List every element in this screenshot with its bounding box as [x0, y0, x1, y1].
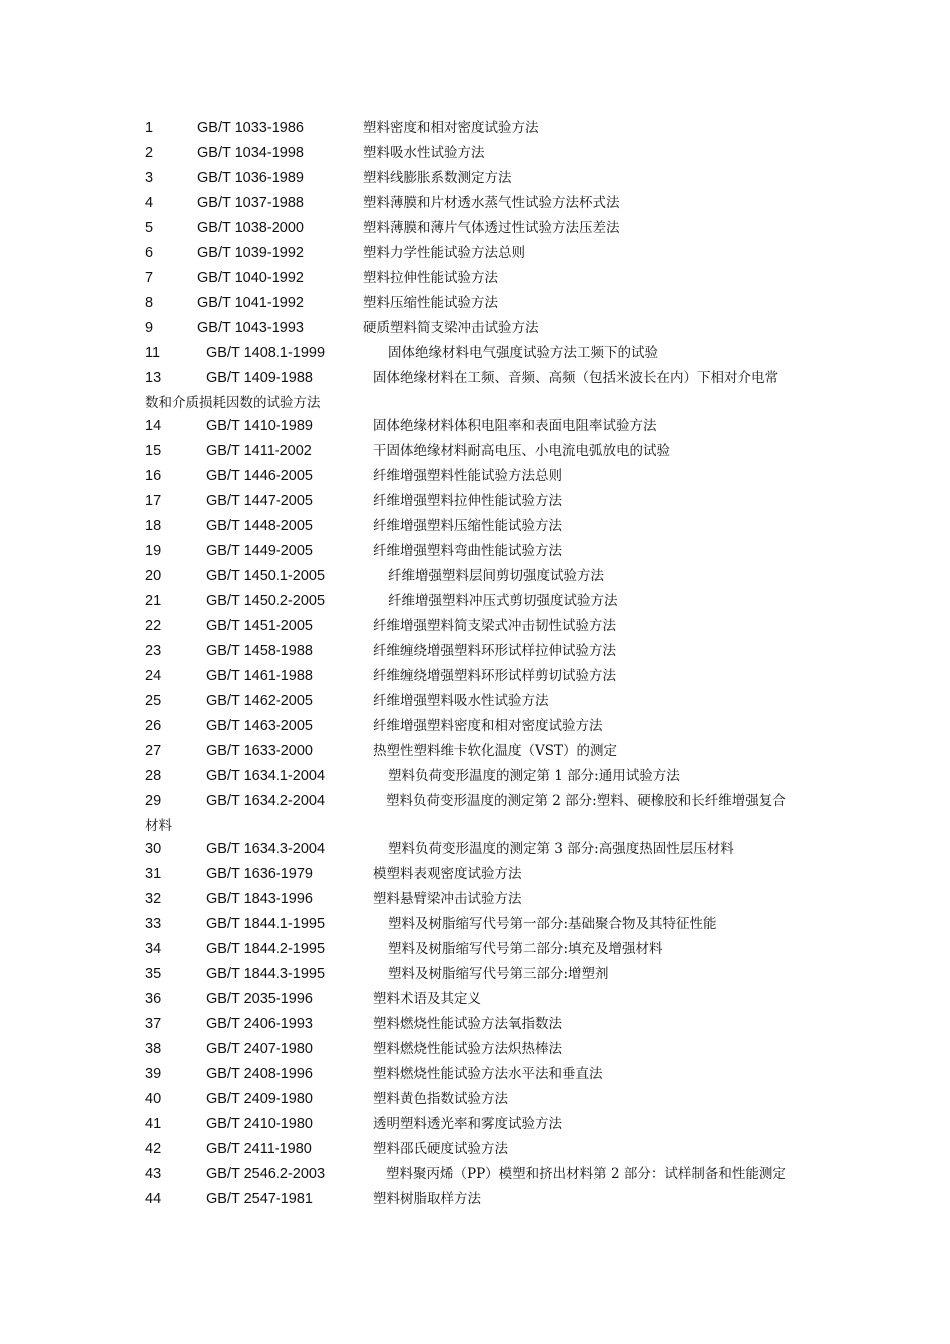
standard-code: GB/T 1634.2-2004 [206, 793, 326, 809]
standard-code: GB/T 1039-1992 [197, 245, 304, 261]
item-number: 29 [145, 793, 162, 809]
list-item [145, 291, 825, 316]
standard-title: 塑料力学性能试验方法总则 [363, 245, 525, 261]
item-number: 19 [145, 543, 162, 559]
item-number: 24 [145, 668, 162, 684]
standard-code: GB/T 1040-1992 [197, 270, 304, 286]
standard-title: 塑料薄膜和片材透水蒸气性试验方法杯式法 [363, 195, 620, 211]
standard-title: 塑料密度和相对密度试验方法 [363, 120, 539, 136]
standard-title: 塑料术语及其定义 [373, 991, 481, 1007]
standard-title-continuation: 数和介质损耗因数的试验方法 [145, 395, 321, 411]
item-number: 40 [145, 1091, 162, 1107]
list-item [145, 266, 825, 291]
item-number: 4 [145, 195, 154, 211]
list-item [145, 887, 825, 912]
standard-code: GB/T 1033-1986 [197, 120, 304, 136]
standard-code: GB/T 1633-2000 [206, 743, 313, 759]
standard-code: GB/T 1408.1-1999 [206, 345, 326, 361]
standard-title: 塑料吸水性试验方法 [363, 145, 485, 161]
item-number: 21 [145, 593, 162, 609]
list-item [145, 216, 825, 241]
standard-code: GB/T 1450.2-2005 [206, 593, 326, 609]
item-number: 18 [145, 518, 162, 534]
list-item [145, 614, 825, 639]
standard-code: GB/T 1450.1-2005 [206, 568, 326, 584]
item-number: 44 [145, 1191, 162, 1207]
standards-list [145, 116, 825, 1212]
item-number: 9 [145, 320, 154, 336]
list-item [145, 564, 825, 589]
list-item [145, 789, 825, 814]
list-item [145, 464, 825, 489]
standard-title: 塑料燃烧性能试验方法炽热棒法 [373, 1041, 562, 1057]
standard-code: GB/T 1411-2002 [206, 443, 312, 459]
item-number: 43 [145, 1166, 162, 1182]
standard-title: 纤维缠绕增强塑料环形试样剪切试验方法 [373, 668, 616, 684]
standard-code: GB/T 1043-1993 [197, 320, 304, 336]
standard-title: 纤维缠绕增强塑料环形试样拉伸试验方法 [373, 643, 616, 659]
standard-code: GB/T 2411-1980 [206, 1141, 312, 1157]
item-number: 13 [145, 370, 162, 386]
list-item [145, 739, 825, 764]
list-item [145, 514, 825, 539]
list-item [145, 414, 825, 439]
list-item [145, 664, 825, 689]
standard-title: 塑料负荷变形温度的测定第 2 部分:塑料、硬橡胶和长纤维增强复合 [386, 793, 786, 809]
item-number: 14 [145, 418, 162, 434]
list-item [145, 166, 825, 191]
standard-code: GB/T 2409-1980 [206, 1091, 313, 1107]
standard-title: 塑料线膨胀系数测定方法 [363, 170, 512, 186]
standard-code: GB/T 2410-1980 [206, 1116, 313, 1132]
standard-title: 模塑料表观密度试验方法 [373, 866, 522, 882]
standard-code: GB/T 2408-1996 [206, 1066, 313, 1082]
item-number: 8 [145, 295, 154, 311]
standard-title: 塑料燃烧性能试验方法氧指数法 [373, 1016, 562, 1032]
standard-code: GB/T 1410-1989 [206, 418, 313, 434]
standard-title: 塑料压缩性能试验方法 [363, 295, 498, 311]
standard-title: 塑料及树脂缩写代号第一部分:基础聚合物及其特征性能 [388, 916, 717, 932]
standard-title: 热塑性塑料维卡软化温度（VST）的测定 [373, 743, 618, 759]
item-number: 2 [145, 145, 154, 161]
standard-title: 塑料树脂取样方法 [373, 1191, 481, 1207]
list-item [145, 714, 825, 739]
standard-title: 纤维增强塑料层间剪切强度试验方法 [388, 568, 604, 584]
standard-code: GB/T 1458-1988 [206, 643, 313, 659]
list-item [145, 764, 825, 789]
standard-title: 塑料聚丙烯（PP）模塑和挤出材料第 2 部分：试样制备和性能测定 [386, 1166, 786, 1182]
standard-title: 纤维增强塑料压缩性能试验方法 [373, 518, 562, 534]
item-number: 34 [145, 941, 162, 957]
standard-title: 固体绝缘材料电气强度试验方法工频下的试验 [388, 345, 658, 361]
list-item [145, 1087, 825, 1112]
list-item [145, 439, 825, 464]
standard-code: GB/T 1451-2005 [206, 618, 313, 634]
standard-title: 干固体绝缘材料耐高电压、小电流电弧放电的试验 [373, 443, 670, 459]
standard-title: 塑料及树脂缩写代号第二部分:填充及增强材料 [388, 941, 663, 957]
item-number: 42 [145, 1141, 162, 1157]
standard-code: GB/T 1463-2005 [206, 718, 313, 734]
item-number: 1 [145, 120, 154, 136]
list-item [145, 241, 825, 266]
item-number: 3 [145, 170, 154, 186]
standard-code: GB/T 1041-1992 [197, 295, 304, 311]
item-number: 35 [145, 966, 162, 982]
item-number: 36 [145, 991, 162, 1007]
standard-title: 硬质塑料简支梁冲击试验方法 [363, 320, 539, 336]
list-item [145, 837, 825, 862]
standard-title: 塑料负荷变形温度的测定第 3 部分:高强度热固性层压材料 [388, 841, 734, 857]
standard-code: GB/T 2547-1981 [206, 1191, 313, 1207]
list-item [145, 912, 825, 937]
standard-code: GB/T 1038-2000 [197, 220, 304, 236]
standard-code: GB/T 1843-1996 [206, 891, 313, 907]
list-item [145, 987, 825, 1012]
standard-code: GB/T 1449-2005 [206, 543, 313, 559]
standard-title-continuation: 材料 [145, 818, 172, 834]
list-item [145, 862, 825, 887]
list-item [145, 316, 825, 341]
standard-code: GB/T 2546.2-2003 [206, 1166, 326, 1182]
item-number: 7 [145, 270, 154, 286]
item-number: 30 [145, 841, 162, 857]
standard-title: 纤维增强塑料密度和相对密度试验方法 [373, 718, 603, 734]
standard-title: 塑料燃烧性能试验方法水平法和垂直法 [373, 1066, 603, 1082]
list-item [145, 1162, 825, 1187]
list-item [145, 539, 825, 564]
standard-code: GB/T 1448-2005 [206, 518, 313, 534]
item-number: 16 [145, 468, 162, 484]
item-number: 11 [145, 345, 161, 361]
standard-title: 纤维增强塑料弯曲性能试验方法 [373, 543, 562, 559]
item-number: 38 [145, 1041, 162, 1057]
item-number: 26 [145, 718, 162, 734]
list-item [145, 962, 825, 987]
standard-title: 纤维增强塑料冲压式剪切强度试验方法 [388, 593, 618, 609]
list-item [145, 341, 825, 366]
standard-code: GB/T 1462-2005 [206, 693, 313, 709]
standard-title: 塑料及树脂缩写代号第三部分:增塑剂 [388, 966, 609, 982]
item-number: 27 [145, 743, 162, 759]
standard-code: GB/T 1037-1988 [197, 195, 304, 211]
list-item [145, 489, 825, 514]
list-item [145, 1137, 825, 1162]
standard-title: 塑料薄膜和薄片气体透过性试验方法压差法 [363, 220, 620, 236]
item-number: 33 [145, 916, 162, 932]
item-number: 20 [145, 568, 162, 584]
list-item [145, 639, 825, 664]
list-item [145, 589, 825, 614]
item-number: 41 [145, 1116, 162, 1132]
item-number: 23 [145, 643, 162, 659]
standard-title: 塑料邵氏硬度试验方法 [373, 1141, 508, 1157]
list-item [145, 1112, 825, 1137]
standard-code: GB/T 1036-1989 [197, 170, 304, 186]
standard-code: GB/T 1844.2-1995 [206, 941, 326, 957]
standard-code: GB/T 1844.3-1995 [206, 966, 326, 982]
item-number: 6 [145, 245, 154, 261]
list-item [145, 1012, 825, 1037]
standard-code: GB/T 2406-1993 [206, 1016, 313, 1032]
standard-title: 塑料负荷变形温度的测定第 1 部分:通用试验方法 [388, 768, 680, 784]
item-number: 37 [145, 1016, 162, 1032]
list-item [145, 689, 825, 714]
standard-code: GB/T 1461-1988 [206, 668, 313, 684]
list-item [145, 141, 825, 166]
standard-code: GB/T 1447-2005 [206, 493, 313, 509]
standard-title: 塑料拉伸性能试验方法 [363, 270, 498, 286]
standard-title: 纤维增强塑料吸水性试验方法 [373, 693, 549, 709]
item-number: 5 [145, 220, 154, 236]
standard-title: 固体绝缘材料体积电阻率和表面电阻率试验方法 [373, 418, 657, 434]
standard-title: 透明塑料透光率和雾度试验方法 [373, 1116, 562, 1132]
standard-title: 固体绝缘材料在工频、音频、高频（包括米波长在内）下相对介电常 [373, 370, 778, 386]
item-number: 25 [145, 693, 162, 709]
item-number: 32 [145, 891, 162, 907]
standard-code: GB/T 1634.1-2004 [206, 768, 326, 784]
item-number: 15 [145, 443, 162, 459]
list-item [145, 116, 825, 141]
item-number: 28 [145, 768, 162, 784]
standard-title: 塑料悬臂梁冲击试验方法 [373, 891, 522, 907]
list-item [145, 937, 825, 962]
standard-code: GB/T 2407-1980 [206, 1041, 313, 1057]
standard-code: GB/T 2035-1996 [206, 991, 313, 1007]
list-item [145, 1187, 825, 1212]
standard-code: GB/T 1446-2005 [206, 468, 313, 484]
standard-code: GB/T 1034-1998 [197, 145, 304, 161]
list-item [145, 1062, 825, 1087]
standard-code: GB/T 1844.1-1995 [206, 916, 326, 932]
standard-title: 纤维增强塑料性能试验方法总则 [373, 468, 562, 484]
list-item [145, 191, 825, 216]
item-number: 31 [145, 866, 162, 882]
list-item [145, 366, 825, 391]
standard-code: GB/T 1409-1988 [206, 370, 313, 386]
item-number: 17 [145, 493, 162, 509]
list-item [145, 1037, 825, 1062]
standard-code: GB/T 1636-1979 [206, 866, 313, 882]
item-number: 39 [145, 1066, 162, 1082]
standard-title: 塑料黄色指数试验方法 [373, 1091, 508, 1107]
standard-title: 纤维增强塑料简支梁式冲击韧性试验方法 [373, 618, 616, 634]
item-number: 22 [145, 618, 162, 634]
standard-code: GB/T 1634.3-2004 [206, 841, 326, 857]
standard-title: 纤维增强塑料拉伸性能试验方法 [373, 493, 562, 509]
